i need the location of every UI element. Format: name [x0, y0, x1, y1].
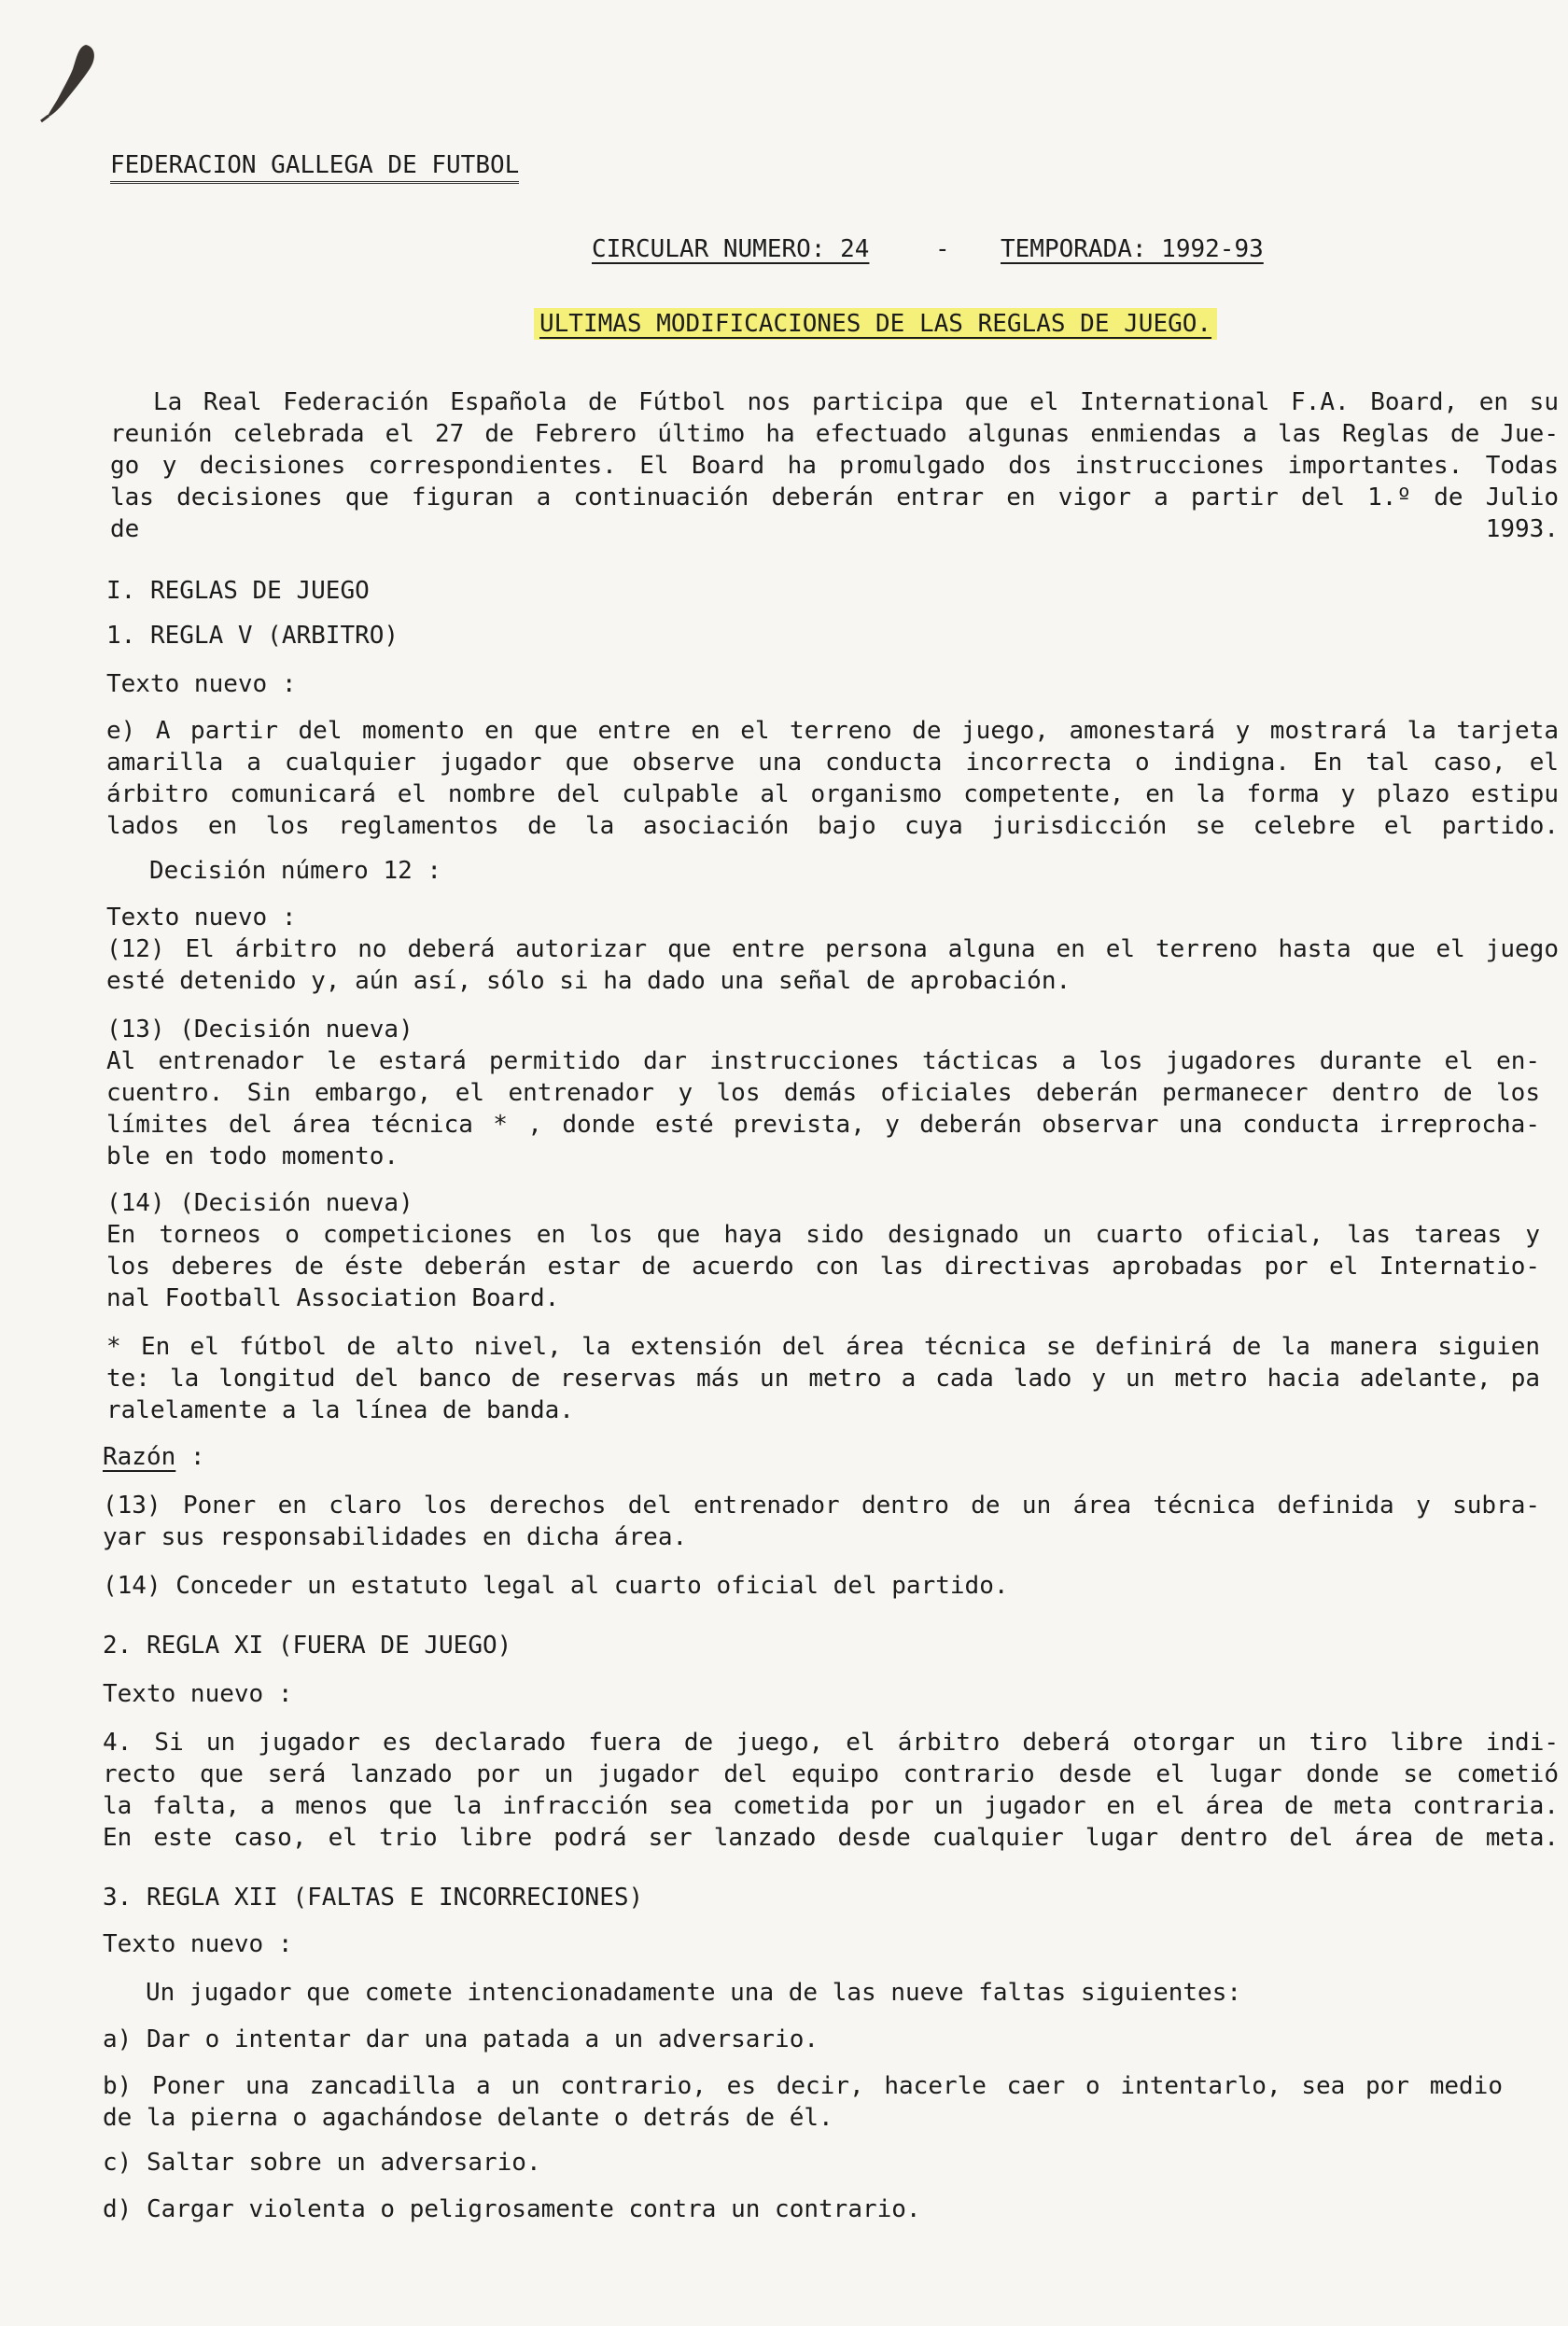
texto-nuevo-label: Texto nuevo : [106, 670, 297, 698]
intro-line: de 1993. [110, 515, 1559, 543]
decision-13-heading: (13) (Decisión nueva) [106, 1016, 413, 1044]
decision-14-heading: (14) (Decisión nueva) [106, 1189, 413, 1217]
decision-13-paragraph: Al entrenador le estará permitido dar instrucciones tácticas a los jugadores durante el en- cuentro. Sin embargo, el entrenador y los demás oficiales deberán permanecer dentro de los límites del área técnica * , donde esté prevista, y deberán observar una conducta irreprocha- ble en todo momento. [106, 1047, 1540, 1170]
regla-xii-title: 3. REGLA XII (FALTAS E INCORRECIONES) [103, 1884, 644, 1912]
razon-label: Razón : [103, 1443, 205, 1471]
org-name: FEDERACION GALLEGA DE FUTBOL [110, 149, 519, 181]
season: TEMPORADA: 1992-93 [1001, 235, 1264, 263]
decision-12-label: Decisión número 12 : [149, 857, 442, 885]
razon-13-paragraph: (13) Poner en claro los derechos del entrenador dentro de un área técnica definida y subra- yar sus responsabilidades en dicha área. [103, 1492, 1540, 1551]
intro-line: La Real Federación Española de Fútbol nos participa que el International F.A. Board, en su [153, 388, 1559, 416]
subject-title: ULTIMAS MODIFICACIONES DE LAS REGLAS DE JUEGO. [534, 308, 1217, 340]
decision-12-paragraph: (12) El árbitro no deberá autorizar que entre persona alguna en el terreno hasta que el juego esté detenido y, aún así, sólo si ha dado una señal de aprobación. [106, 935, 1559, 995]
regla-xi-title: 2. REGLA XI (FUERA DE JUEGO) [103, 1632, 512, 1660]
regla-xii-lead: Un jugador que comete intencionadamente una de las nueve faltas siguientes: [146, 1979, 1241, 2007]
intro-line: las decisiones que figuran a continuación deberán entrar en vigor a partir del 1.º de Julio [110, 483, 1559, 511]
falta-c: c) Saltar sobre un adversario. [103, 2149, 541, 2177]
falta-d: d) Cargar violenta o peligrosamente contra un contrario. [103, 2195, 921, 2223]
falta-a: a) Dar o intentar dar una patada a un adversario. [103, 2025, 819, 2053]
texto-nuevo-label: Texto nuevo : [103, 1680, 293, 1708]
technical-area-footnote: * En el fútbol de alto nivel, la extensión del área técnica se definirá de la manera siguien te: la longitud del banco de reservas más un metro a cada lado y un metro hacia adelante, pa ralelamente a la línea de banda. [106, 1333, 1540, 1424]
section-heading: I. REGLAS DE JUEGO [106, 577, 370, 605]
regla-v-title: 1. REGLA V (ARBITRO) [106, 622, 399, 650]
intro-paragraph [110, 386, 1559, 545]
ink-stain-mark [28, 37, 112, 126]
texto-nuevo-label: Texto nuevo : [103, 1930, 293, 1958]
regla-v-e-paragraph: e) A partir del momento en que entre en el terreno de juego, amonestará y mostrará la tarjeta amarilla a cualquier jugador que observe una conducta incorrecta o indigna. En tal caso, el árbitro comunicará el nombre del culpable al organismo competente, en la forma y plazo estipu lados en los reglamentos de la asociación bajo cuya jurisdicción se celebre el partido. [106, 717, 1559, 840]
falta-b: b) Poner una zancadilla a un contrario, es decir, hacerle caer o intentarlo, sea por medio de la pierna o agachándose delante o detrás de él. [103, 2072, 1503, 2132]
intro-line: go y decisiones correspondientes. El Board ha promulgado dos instrucciones importantes. Todas [110, 452, 1559, 480]
intro-line: reunión celebrada el 27 de Febrero último ha efectuado algunas enmiendas a las Reglas de Jue- [110, 420, 1559, 448]
razon-14-paragraph: (14) Conceder un estatuto legal al cuarto oficial del partido. [103, 1572, 1009, 1600]
decision-14-paragraph: En torneos o competiciones en los que haya sido designado un cuarto oficial, las tareas y los deberes de éste deberán estar de acuerdo con las directivas aprobadas por el Internatio- nal Football Association Board. [106, 1221, 1540, 1312]
texto-nuevo-label: Texto nuevo : [106, 904, 297, 932]
header-dash: - [935, 235, 950, 263]
regla-xi-paragraph: 4. Si un jugador es declarado fuera de juego, el árbitro deberá otorgar un tiro libre indi- recto que será lanzado por un jugador del equipo contrario desde el lugar donde se cometió la falta, a menos que la infracción sea cometida por un jugador en el área de meta contraria. En este caso, el trio libre podrá ser lanzado desde cualquier lugar dentro del área de meta. [103, 1729, 1559, 1852]
circular-number: CIRCULAR NUMERO: 24 [592, 235, 870, 263]
